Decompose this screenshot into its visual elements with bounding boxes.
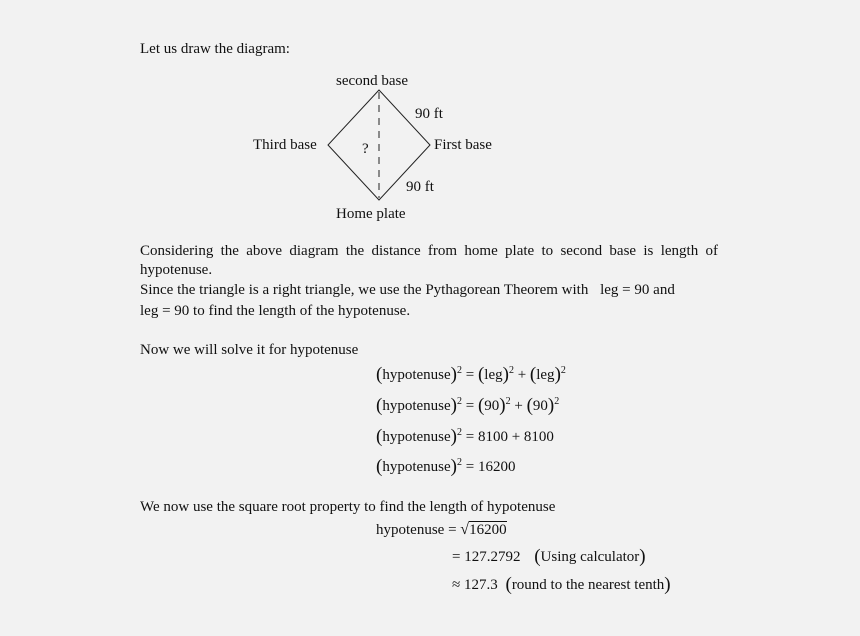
eq4-exponent: 2	[456, 457, 462, 468]
eq2-b-exp: 2	[554, 396, 560, 407]
result-lhs: hypotenuse =	[376, 522, 457, 538]
para2-leg2: leg = 90	[140, 303, 190, 319]
eq3-rhs: = 8100 + 8100	[465, 429, 554, 445]
para2-and: and	[653, 282, 675, 298]
eq1-b-exp: 2	[560, 365, 566, 376]
label-home-plate: Home plate	[336, 206, 406, 222]
sqrt-radicand: 16200	[469, 522, 507, 538]
label-side-top: 90 ft	[415, 106, 443, 122]
eq2-a-exp: 2	[505, 396, 511, 407]
eq1-a: leg	[484, 367, 503, 383]
result-note-calculator: Using calculator	[540, 549, 640, 565]
eq4-rhs: = 16200	[465, 459, 516, 475]
eq4-lhs: hypotenuse	[382, 459, 451, 475]
solve-heading: Now we will solve it for hypotenuse	[140, 342, 359, 358]
eq1-a-exp: 2	[508, 365, 514, 376]
label-side-bottom: 90 ft	[406, 179, 434, 195]
result-value-exact: = 127.2792	[452, 549, 521, 565]
eq1-b: leg	[536, 367, 555, 383]
eq2-exponent: 2	[456, 396, 462, 407]
sqrt-heading: We now use the square root property to find the length of hypotenuse	[140, 499, 556, 515]
equation-3: (hypotenuse)$^2$ = 8100 + 8100	[376, 426, 554, 447]
eq2-a: 90	[484, 398, 500, 414]
para2-after: to find the length of the hypotenuse.	[193, 303, 411, 319]
eq2-lhs: hypotenuse	[382, 398, 451, 414]
para2-leg1: leg = 90	[600, 282, 650, 298]
result-line-3: ≈ 127.3 (round to the nearest tenth)	[452, 574, 671, 595]
equation-2: (hypotenuse)$^2$ = $(90)^2 + (90)^2$	[376, 395, 560, 416]
eq1-exponent: 2	[456, 365, 462, 376]
equation-1: (hypotenuse)$^2$ = (leg)$^2$ + (leg)$^2$	[376, 364, 566, 385]
label-third-base: Third base	[253, 137, 317, 153]
label-second-base: second base	[336, 73, 409, 89]
sqrt-symbol: √16200	[460, 521, 507, 538]
paragraph-pythagorean-line2	[140, 302, 410, 320]
para2-before: Since the triangle is a right triangle, we use the Pythagorean Theorem with	[140, 282, 589, 298]
result-note-round: round to the nearest tenth	[511, 577, 665, 593]
eq2-b: 90	[532, 398, 548, 414]
intro-text: Let us draw the diagram:	[140, 41, 290, 57]
equation-4: (hypotenuse)$^2$ = 16200	[376, 456, 516, 477]
paragraph-pythagorean-line1	[140, 281, 718, 299]
paragraph-hypotenuse: Considering the above diagram the distance from home plate to second base is length of hypotenuse.	[140, 243, 718, 278]
label-unknown: ?	[362, 141, 369, 157]
result-line-1	[376, 520, 507, 540]
label-first-base: First base	[434, 137, 492, 153]
eq1-lhs: hypotenuse	[382, 367, 451, 383]
eq3-lhs: hypotenuse	[382, 429, 451, 445]
result-line-2: = 127.2792 (Using calculator)	[452, 546, 646, 567]
eq3-exponent: 2	[456, 427, 462, 438]
result-value-rounded: ≈ 127.3	[452, 577, 498, 593]
